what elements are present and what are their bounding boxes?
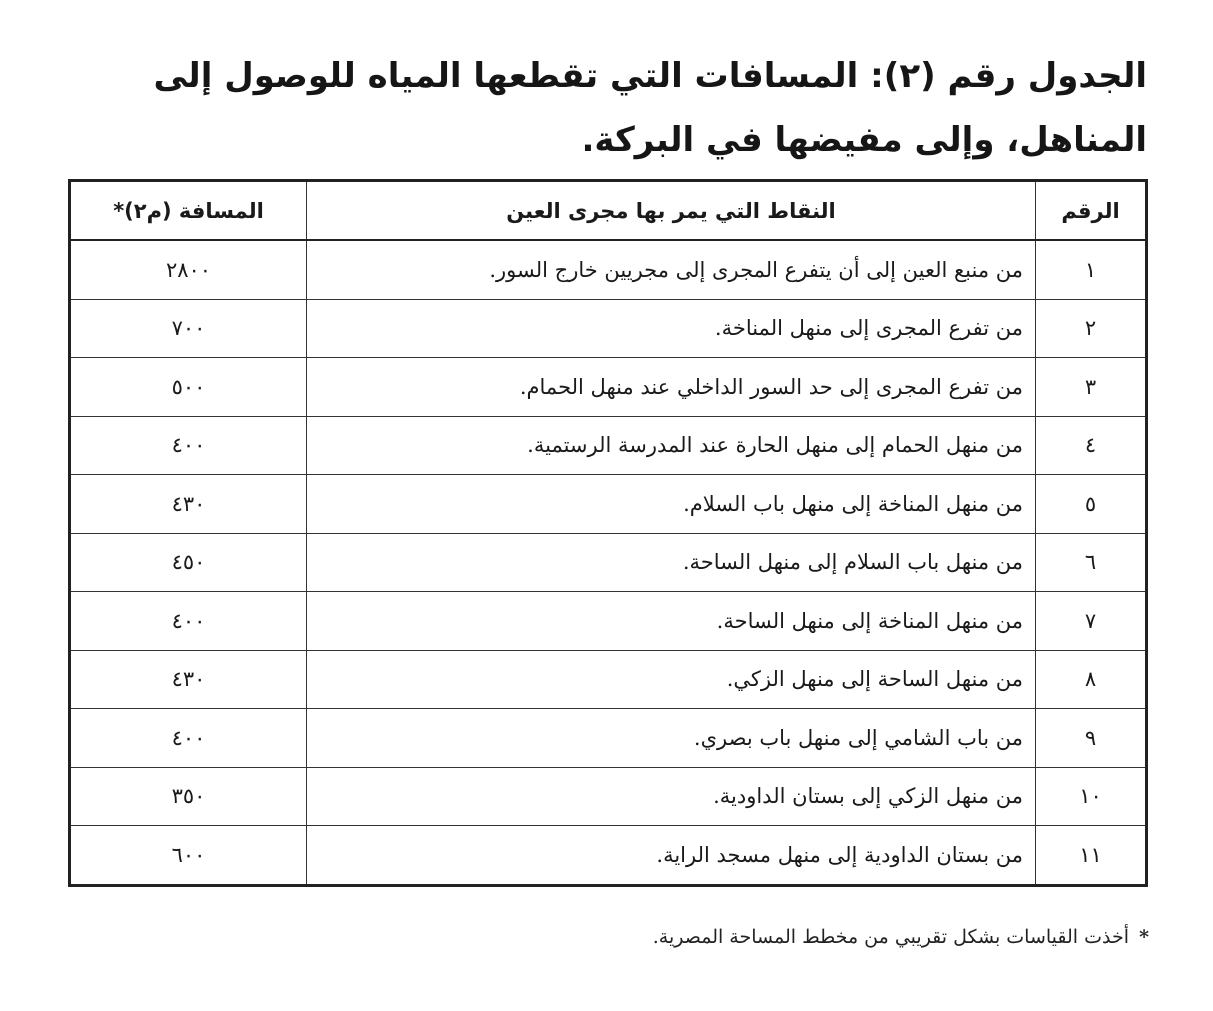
cell-distance: ٥٠٠ [70, 358, 307, 417]
table-row [70, 299, 1147, 358]
header-distance: المسافة (م٢)* [70, 181, 307, 241]
cell-points: من منهل المناخة إلى منهل الساحة. [307, 592, 1036, 651]
cell-number: ٦ [1036, 533, 1147, 592]
cell-distance: ٤٥٠ [70, 533, 307, 592]
cell-distance: ٤٠٠ [70, 592, 307, 651]
footnote-marker: * [1139, 926, 1149, 948]
cell-number: ١٠ [1036, 767, 1147, 826]
table-row [70, 416, 1147, 475]
cell-distance: ٧٠٠ [70, 299, 307, 358]
cell-number: ٥ [1036, 475, 1147, 534]
table-row [70, 767, 1147, 826]
table-caption: الجدول رقم (٢): المسافات التي تقطعها المياه للوصول إلى المناهل، وإلى مفيضها في البركة. [153, 56, 1147, 160]
cell-points: من منبع العين إلى أن يتفرع المجرى إلى مجريين خارج السور. [307, 240, 1036, 299]
cell-distance: ٢٨٠٠ [70, 240, 307, 299]
cell-number: ٢ [1036, 299, 1147, 358]
cell-number: ٣ [1036, 358, 1147, 417]
cell-number: ٨ [1036, 650, 1147, 709]
table-row [70, 826, 1147, 886]
cell-distance: ٤٠٠ [70, 416, 307, 475]
cell-points: من باب الشامي إلى منهل باب بصري. [307, 709, 1036, 768]
cell-points: من منهل باب السلام إلى منهل الساحة. [307, 533, 1036, 592]
cell-points: من بستان الداودية إلى منهل مسجد الراية. [307, 826, 1036, 886]
table-row [70, 475, 1147, 534]
cell-distance: ٤٠٠ [70, 709, 307, 768]
cell-number: ٧ [1036, 592, 1147, 651]
cell-number: ٩ [1036, 709, 1147, 768]
table-row [70, 650, 1147, 709]
footnote-text: أخذت القياسات بشكل تقريبي من مخطط المساحة المصرية. [652, 926, 1130, 948]
cell-points: من منهل الزكي إلى بستان الداودية. [307, 767, 1036, 826]
cell-number: ٤ [1036, 416, 1147, 475]
table-body [70, 240, 1147, 885]
table-header-row [70, 181, 1147, 241]
header-number: الرقم [1036, 181, 1147, 241]
cell-number: ١١ [1036, 826, 1147, 886]
cell-distance: ٤٣٠ [70, 475, 307, 534]
cell-points: من منهل الساحة إلى منهل الزكي. [307, 650, 1036, 709]
table-row [70, 709, 1147, 768]
cell-points: من منهل المناخة إلى منهل باب السلام. [307, 475, 1036, 534]
cell-points: من منهل الحمام إلى منهل الحارة عند المدرسة الرستمية. [307, 416, 1036, 475]
cell-distance: ٤٣٠ [70, 650, 307, 709]
distances-table [68, 179, 1148, 887]
cell-distance: ٣٥٠ [70, 767, 307, 826]
table-row [70, 358, 1147, 417]
cell-points: من تفرع المجرى إلى منهل المناخة. [307, 299, 1036, 358]
table-row [70, 240, 1147, 299]
header-points: النقاط التي يمر بها مجرى العين [307, 181, 1036, 241]
table-row [70, 592, 1147, 651]
cell-number: ١ [1036, 240, 1147, 299]
table-row [70, 533, 1147, 592]
cell-distance: ٦٠٠ [70, 826, 307, 886]
footnote [653, 926, 1149, 948]
cell-points: من تفرع المجرى إلى حد السور الداخلي عند منهل الحمام. [307, 358, 1036, 417]
